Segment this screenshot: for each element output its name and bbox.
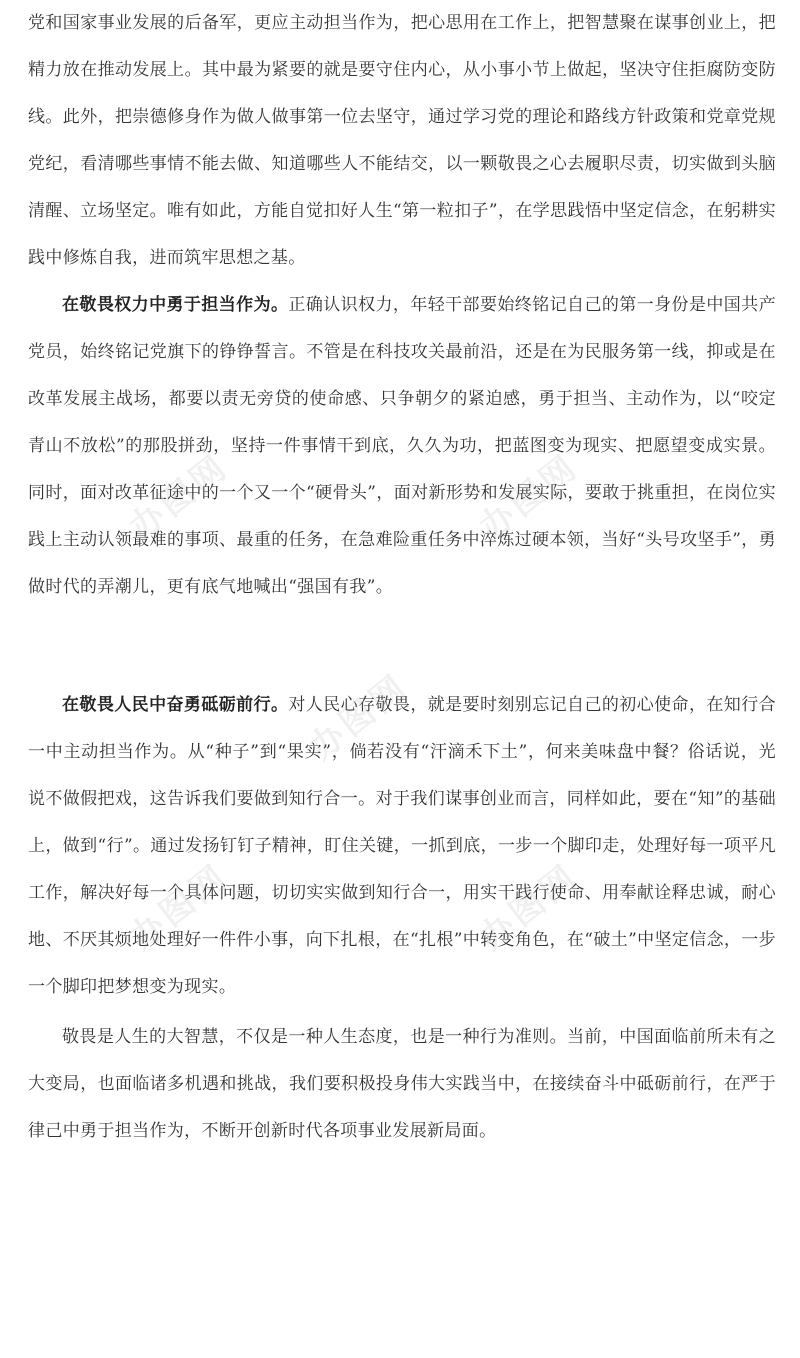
paragraph-3-text: 对人民心存敬畏，就是要时刻别忘记自己的初心使命，在知行合一中主动担当作为。从“种子”到“果实”，倘若没有“汗滴禾下土”，何来美味盘中餐？俗话说，光说不做假把戏，这告诉我们要做到知行合一。对于我们谋事创业而言，同样如此，要在“知”的基础上，做到“行”。通过发扬钉钉子精神，盯住关键，一抓到底，一步一个脚印走，处理好每一项平凡工作，解决好每一个具体问题，切切实实做到知行合一，用实干践行使命、用奉献诠释忠诚，耐心地、不厌其烦地处理好一件件小事，向下扎根，在“扎根”中转变角色，在“破土”中坚定信念，一步一个脚印把梦想变为现实。 [28, 695, 776, 997]
watermark: 办图网 [471, 856, 587, 959]
paragraph-2 [28, 282, 776, 611]
watermark: 办图网 [471, 446, 587, 549]
paragraph-2-heading: 在敬畏权力中勇于担当作为。 [62, 295, 289, 315]
paragraph-1 [28, 0, 776, 282]
paragraph-4 [28, 1014, 776, 1155]
watermark: 办图网 [121, 446, 237, 549]
paragraph-1-text: 党和国家事业发展的后备军，更应主动担当作为，把心思用在工作上，把智慧聚在谋事创业上，把精力放在推动发展上。其中最为紧要的就是要守住内心，从小事小节上做起，坚决守住拒腐防变防线。此外，把崇德修身作为做人做事第一位去坚守，通过学习党的理论和路线方针政策和党章党规党纪，看清哪些事情不能去做、知道哪些人不能结交，以一颗敬畏之心去履职尽责，切实做到头脑清醒、立场坚定。唯有如此，方能自觉扣好人生“第一粒扣子”，在学思践悟中坚定信念，在躬耕实践中修炼自我，进而筑牢思想之基。 [28, 13, 776, 268]
paragraph-2-text: 正确认识权力，年轻干部要始终铭记自己的第一身份是中国共产党员，始终铭记党旗下的铮铮誓言。不管是在科技攻关最前沿，还是在为民服务第一线，抑或是在改革发展主战场，都要以责无旁贷的使命感、只争朝夕的紧迫感，勇于担当、主动作为，以“咬定青山不放松”的那股拼劲，坚持一件事情干到底，久久为功，把蓝图变为现实、把愿望变成实景。同时，面对改革征途中的一个又一个“硬骨头”，面对新形势和发展实际，要敢于挑重担，在岗位实践上主动认领最难的事项、最重的任务，在急难险重任务中淬炼过硬本领，当好“头号攻坚手”，勇做时代的弄潮儿，更有底气地喊出“强国有我”。 [28, 295, 776, 597]
watermark: 办图网 [121, 856, 237, 959]
paragraph-3 [28, 682, 776, 1011]
paragraph-4-text: 敬畏是人生的大智慧，不仅是一种人生态度，也是一种行为准则。当前，中国面临前所未有之大变局，也面临诸多机遇和挑战，我们要积极投身伟大实践当中，在接续奋斗中砥砺前行，在严于律己中勇于担当作为，不断开创新时代各项事业发展新局面。 [28, 1027, 776, 1141]
paragraph-3-heading: 在敬畏人民中奋勇砥砺前行。 [62, 695, 289, 715]
watermark: 办图网 [301, 666, 417, 769]
